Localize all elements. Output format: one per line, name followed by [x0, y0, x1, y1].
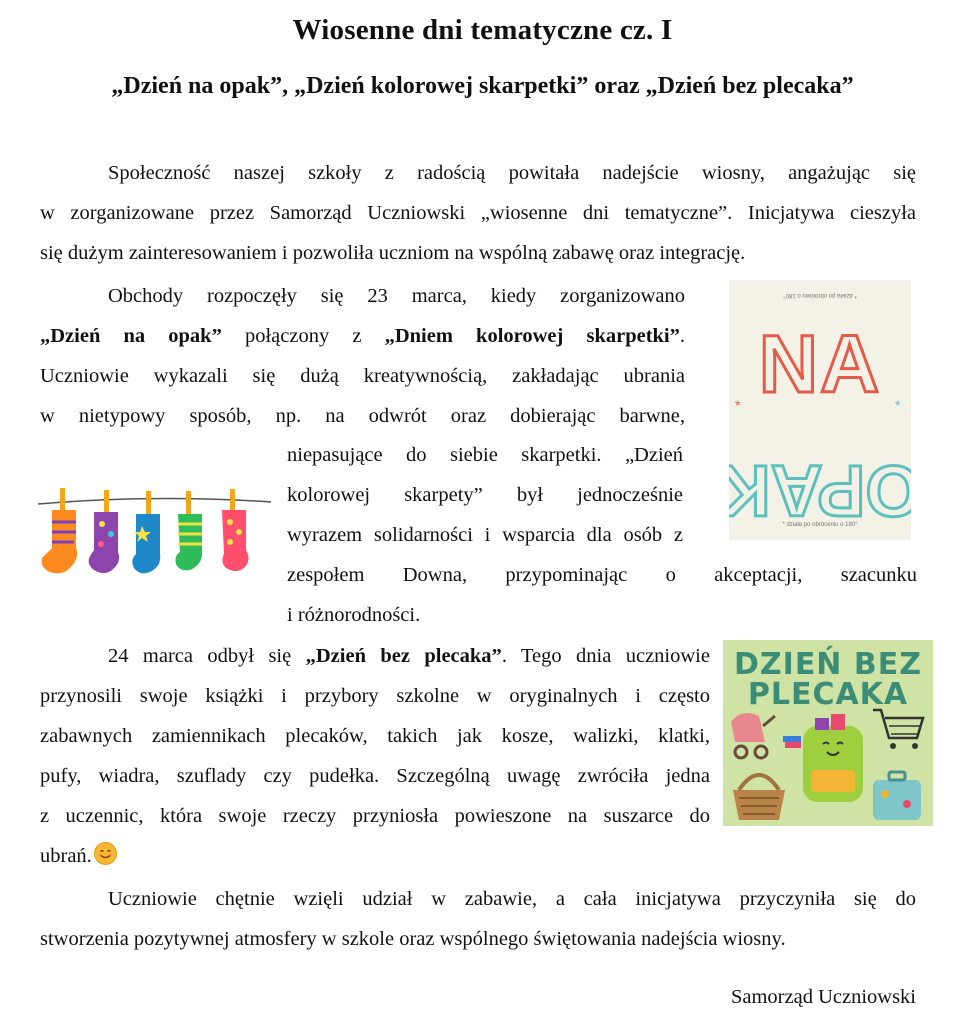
text-line: niepasujące do siebie skarpetki. „Dzień [287, 444, 683, 466]
page-title: Wiosenne dni tematyczne cz. I [292, 14, 673, 46]
text-line: Społeczność naszej szkoły z radością powitała nadejście wiosny, angażując się [108, 162, 916, 184]
page-subtitle: „Dzień na opak”, „Dzień kolorowej skarpetki” oraz „Dzień bez plecaka” [111, 73, 854, 99]
book-stack-icon [783, 736, 801, 748]
signature: Samorząd Uczniowski [730, 986, 916, 1008]
na-word: NA [758, 319, 882, 410]
opak-word: PAK [729, 450, 866, 530]
backpack-heading-line2: PLECAKA [747, 677, 909, 712]
asterisk-icon: * [895, 397, 901, 413]
text-line: stworzenia pozytywnej atmosfery w szkole oraz wspólnego świętowania nadejścia wiosny. [40, 928, 786, 950]
sock-red [222, 489, 249, 571]
na-opak-illustration [729, 280, 911, 540]
text-line: Obchody rozpoczęły się 23 marca, kiedy zorganizowano [108, 285, 685, 307]
text-span: 24 marca odbył się [108, 645, 306, 667]
bold-dzien-na-opak: „Dzień na opak” [40, 325, 222, 347]
sock-purple [89, 490, 119, 573]
text-line [40, 836, 710, 876]
text-line: pufy, wiadra, szuflady czy pudełka. Szczególną uwagę zwróciła jedna [40, 765, 710, 787]
na-opak-image [729, 280, 911, 540]
sock-shape [132, 514, 160, 573]
text-span: . [679, 325, 685, 347]
sock-blue [132, 491, 160, 573]
text-line: Uczniowie chętnie wzięli udział w zabawie, a cała inicjatywa przyczyniła się do [108, 888, 916, 910]
text-line: w zorganizowane przez Samorząd Uczniowski „wiosenne dni tematyczne”. Inicjatywa cieszyła [40, 202, 916, 224]
text-line [40, 636, 710, 676]
backpack-heading-line1: DZIEŃ BEZ [734, 647, 922, 682]
paragraph-socks-wrap [287, 435, 683, 555]
text-span: ubrań. [40, 845, 92, 867]
text-line: w nietypowy sposób, np. na odwrót oraz dobierając barwne, [40, 405, 685, 427]
clothespin-icon [230, 489, 235, 513]
text-line: i różnorodności. [287, 604, 421, 626]
smiling-face-emoji-icon [94, 842, 117, 865]
paragraph-summary [40, 879, 916, 959]
bold-dzien-bez-plecaka: „Dzień bez plecaka” [305, 645, 502, 667]
clothesline [38, 498, 271, 504]
text-line: kolorowej skarpety” był jednocześnie [287, 484, 683, 506]
paragraph-socks-end [287, 555, 917, 635]
opak-caption-bottom: * działa po obróceniu o 180° [782, 522, 858, 528]
text-line: zabawnych zamiennikach plecaków, takich jak kosze, walizki, klatki, [40, 725, 710, 747]
dzien-bez-plecaka-image [723, 640, 933, 826]
sock-shape [89, 512, 119, 573]
text-line: przynosili swoje książki i przybory szkolne w oryginalnych i często [40, 685, 710, 707]
bold-dzien-kolorowej-skarpetki: „Dniem kolorowej skarpetki” [384, 325, 680, 347]
text-line: Uczniowie wykazali się dużą kreatywnością, zakładając ubrania [40, 365, 685, 387]
text-line: z uczennic, która swoje rzeczy przyniosła powieszone na suszarce do [40, 805, 710, 827]
clothespin-icon [186, 491, 191, 515]
green-backpack-icon [803, 714, 863, 802]
opak-caption-top: * dzieła po obrotowu o 180° [783, 292, 857, 298]
paragraph-intro [40, 153, 916, 273]
text-line: wyrazem solidarności i wsparcia dla osób z [287, 524, 683, 546]
sock-shape [176, 514, 203, 570]
text-span: . Tego dnia uczniowie [501, 645, 710, 667]
paragraph-opak [40, 276, 685, 436]
clothespin-icon [60, 488, 65, 512]
sock-green [176, 491, 203, 570]
text-span: połączony z [221, 325, 385, 347]
clothespin-icon [146, 491, 151, 515]
socks-illustration [38, 480, 271, 592]
text-line [40, 316, 685, 356]
asterisk-icon: * [735, 397, 741, 413]
colorful-socks-image [38, 480, 271, 592]
backpack-illustration [723, 640, 933, 826]
text-line: zespołem Downa, przypominając o akceptacji, szacunku [287, 564, 917, 586]
clothespin-icon [104, 490, 109, 514]
text-line: się dużym zainteresowaniem i pozwoliła uczniom na wspólną zabawę oraz integrację. [40, 242, 746, 264]
sock-shape [222, 510, 249, 571]
paragraph-bez-plecaka [40, 636, 710, 876]
